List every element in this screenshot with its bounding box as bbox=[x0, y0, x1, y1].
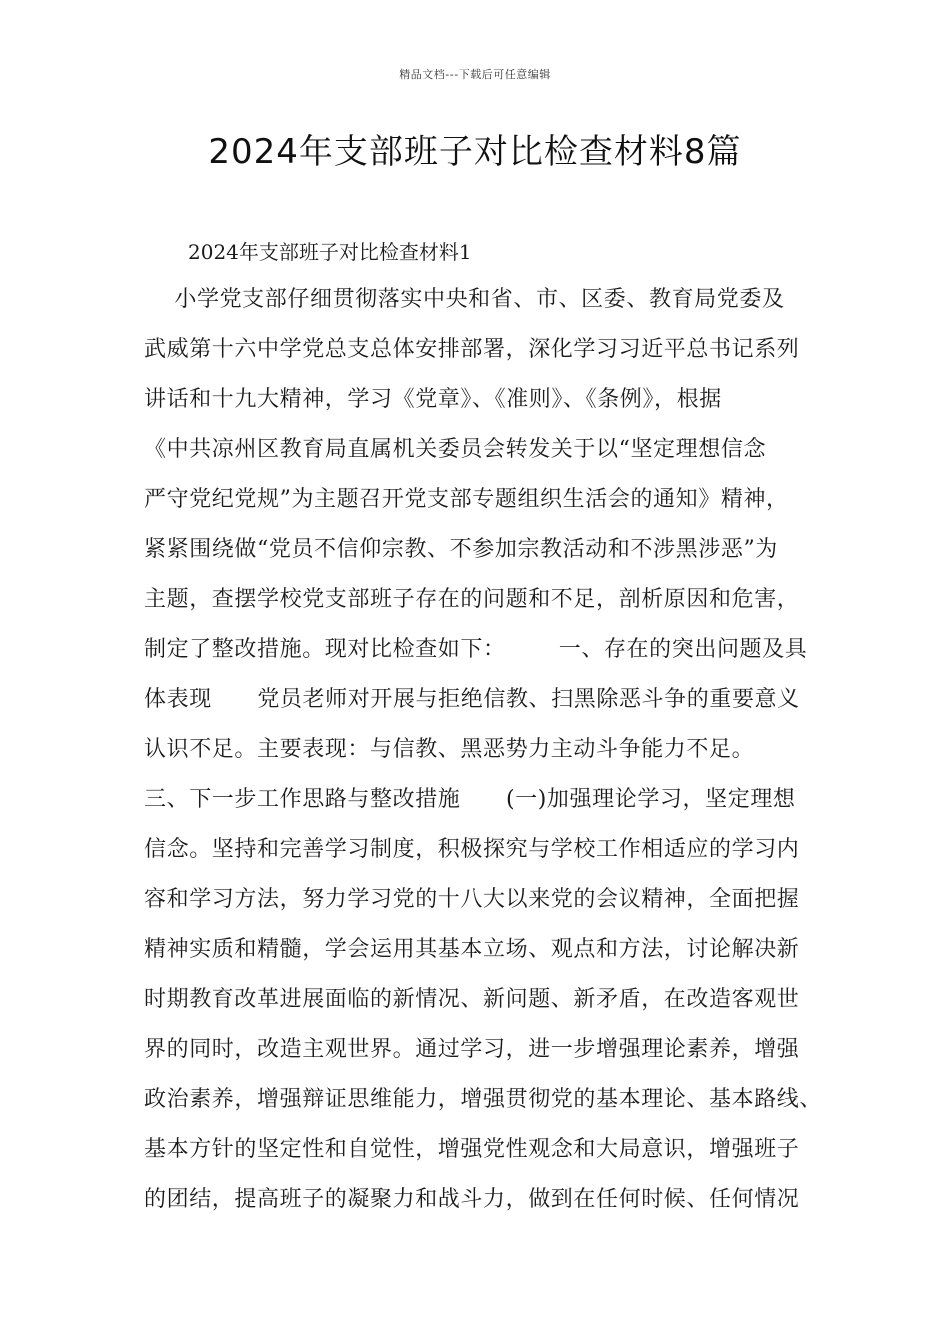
body-line: 《中共凉州区教育局直属机关委员会转发关于以“坚定理想信念 bbox=[144, 437, 767, 462]
body-line: 紧紧围绕做“党员不信仰宗教、不参加宗教活动和不涉黑涉恶”为 bbox=[144, 537, 778, 562]
body-line: 严守党纪党规”为主题召开党支部专题组织生活会的通知》精神， bbox=[144, 487, 789, 512]
body-line: 界的同时，改造主观世界。通过学习，进一步增强理论素养，增强 bbox=[144, 1037, 800, 1062]
header-note: 精品文档---下载后可任意编辑 bbox=[399, 68, 551, 81]
body-line: 的团结，提高班子的凝聚力和战斗力，做到在任何时候、任何情况 bbox=[144, 1187, 800, 1212]
body-line: 主题，查摆学校党支部班子存在的问题和不足，剖析原因和危害， bbox=[144, 587, 800, 612]
body-line: 认识不足。主要表现：与信教、黑恶势力主动斗争能力不足。 bbox=[144, 737, 755, 762]
body-line: 容和学习方法，努力学习党的十八大以来党的会议精神，全面把握 bbox=[144, 887, 800, 912]
body-line: 时期教育改革进展面临的新情况、新问题、新矛盾，在改造客观世 bbox=[144, 987, 800, 1012]
body-line: 三、下一步工作思路与整改措施 (一)加强理论学习，坚定理想 bbox=[144, 787, 796, 812]
body-line: 基本方针的坚定性和自觉性，增强党性观念和大局意识，增强班子 bbox=[144, 1137, 800, 1162]
document-title: 2024年支部班子对比检查材料8篇 bbox=[208, 132, 742, 172]
body-line: 精神实质和精髓，学会运用其基本立场、观点和方法，讨论解决新 bbox=[144, 937, 800, 962]
body-line: 体表现 党员老师对开展与拒绝信教、扫黑除恶斗争的重要意义 bbox=[144, 687, 800, 712]
body-line: 小学党支部仔细贯彻落实中央和省、市、区委、教育局党委及 bbox=[144, 287, 785, 312]
body-line: 政治素养，增强辩证思维能力，增强贯彻党的基本理论、基本路线、 bbox=[144, 1087, 823, 1112]
section-subtitle: 2024年支部班子对比检查材料1 bbox=[188, 240, 472, 264]
body-line: 信念。坚持和完善学习制度，积极探究与学校工作相适应的学习内 bbox=[144, 837, 800, 862]
body-line: 讲话和十九大精神，学习《党章》、《准则》、《条例》，根据 bbox=[144, 387, 722, 412]
body-line: 制定了整改措施。现对比检查如下： 一、存在的突出问题及具 bbox=[144, 637, 808, 662]
body-line: 武威第十六中学党总支总体安排部署，深化学习习近平总书记系列 bbox=[144, 337, 800, 362]
